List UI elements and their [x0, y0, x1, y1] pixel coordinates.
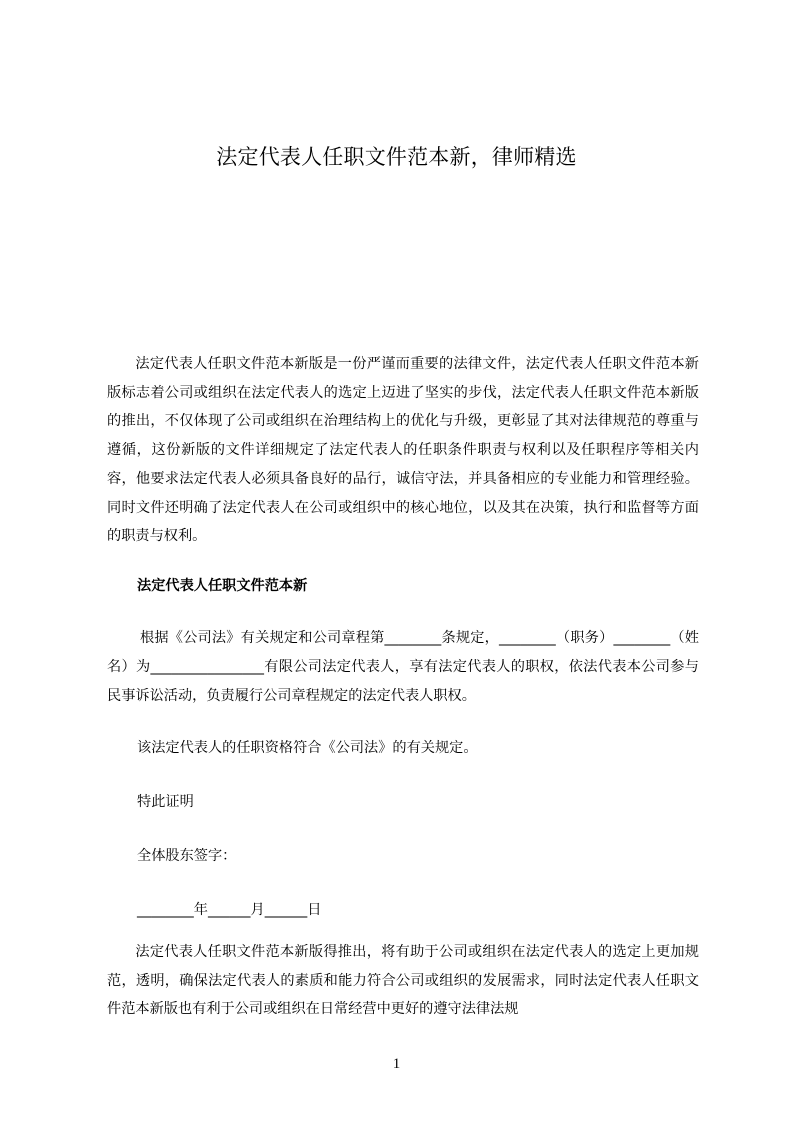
section-heading: 法定代表人任职文件范本新	[137, 578, 308, 594]
intro-paragraph: 法定代表人任职文件范本新版是一份严谨而重要的法律文件，法定代表人任职文件范本新版标志着公司或组织在法定代表人的选定上迈进了坚实的步伐，法定代表人任职文件范本新版的推出，不仅体现了公司或组织在治理结构上的优化与升级，更彰显了其对法律规范的尊重与遵循，这份新版的文件详细规定了法定代表人的任职条件职责与权利以及任职程序等相关内容，他要求法定代表人必须具备良好的品行，诚信守法，并具备相应的专业能力和管理经验。同时文件还明确了法定代表人在公司或组织中的核心地位，以及其在决策，执行和监督等方面的职责与权利。	[107, 356, 699, 545]
certificate-text: 根据《公司法》有关规定和公司章程第________条规定，________（职务）________（姓名）为________________有限公司法定代表人，享有法定代表人的职权，依法代表本公司参与民事诉讼活动，负责履行公司章程规定的法定代表人职权。	[107, 630, 699, 704]
signature-line: 全体股东签字：	[137, 848, 237, 864]
page-number: 1	[392, 1056, 401, 1072]
date-line: ________年______月______日	[137, 902, 322, 918]
closing-paragraph: 法定代表人任职文件范本新版得推出，将有助于公司或组织在法定代表人的选定上更加规范，透明，确保法定代表人的素质和能力符合公司或组织的发展需求，同时法定代表人任职文件范本新版也有利于公司或组织在日常经营中更好的遵守法律法规	[107, 944, 699, 1018]
certify-line: 特此证明	[137, 794, 194, 810]
document-title: 法定代表人任职文件范本新，律师精选	[216, 145, 577, 169]
qualification-line: 该法定代表人的任职资格符合《公司法》的有关规定。	[137, 740, 478, 756]
